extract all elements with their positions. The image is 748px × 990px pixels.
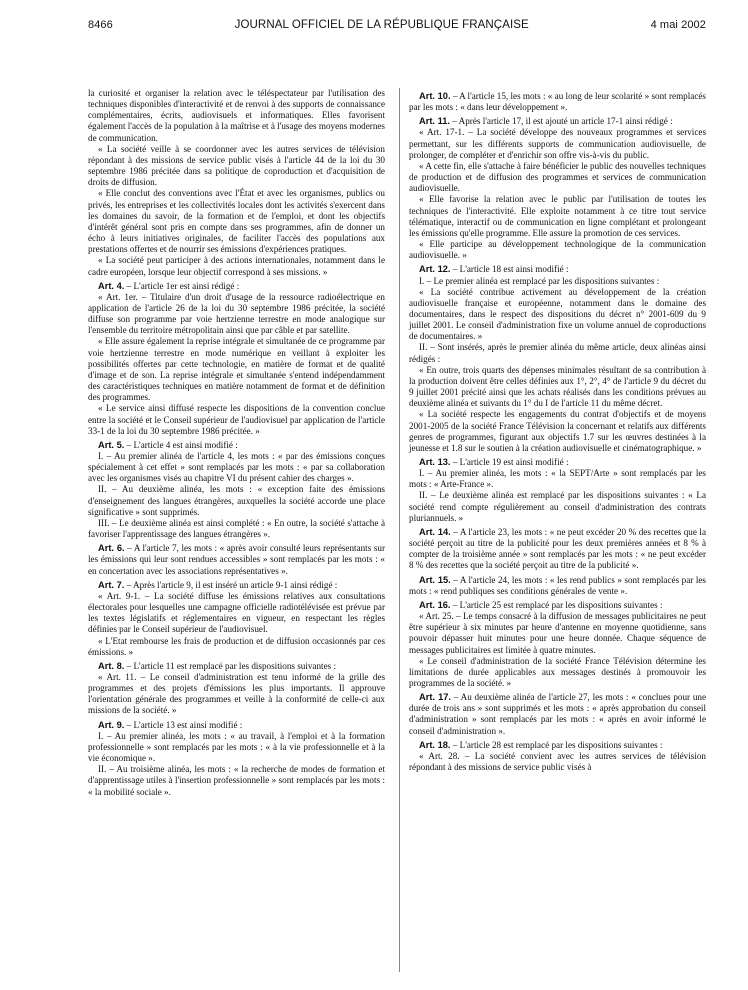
paragraph	[88, 88, 385, 144]
paragraph	[88, 731, 385, 764]
paragraph-text: – A l'article 23, les mots : « ne peut excéder 20 % des recettes que la société perçoit au titre de la publicité pour les deux premières années et 8 % à compter de la troisième année » sont remplacés par les mots : « ne peut excéder 8 % des recettes que la société perçoit au titre de la publicité ».	[409, 526, 706, 571]
paragraph-text: I. – Le premier alinéa est remplacé par les dispositions suivantes :	[419, 275, 660, 286]
article-label: Art. 9.	[98, 719, 125, 730]
article-paragraph	[88, 543, 385, 576]
paragraph	[409, 342, 706, 364]
paragraph-text: « Elle participe au développement technologique de la communication audiovisuelle. »	[409, 239, 706, 261]
paragraph-text: « La société respecte les engagements du contrat d'objectifs et de moyens 2001-2005 de la société France Télévision la concernant et relatifs aux différents genres de programmes, figurant aux objectifs 1.7 sur les œuvres destinées à la jeunesse et 1.8 sur le soutien à la création audiovisuelle et cinématographique. »	[409, 409, 706, 453]
article-paragraph	[409, 116, 706, 127]
right-column	[399, 88, 706, 972]
paragraph-text: III. – Le deuxième alinéa est ainsi complété : « En outre, la société s'attache à favoriser l'apprentissage des langues étrangères ».	[88, 517, 385, 540]
article-paragraph	[88, 440, 385, 451]
paragraph	[409, 276, 706, 287]
article-label: Art. 7.	[98, 579, 125, 590]
paragraph-text: « Art. 9-1. – La société diffuse les émissions relatives aux consultations électorales pour lesquelles une campagne officielle radiotélévisée est prévue par les textes législatifs et réglementaires en vigueur, en respectant les règles définies par le Conseil supérieur de l'audiovisuel.	[88, 590, 385, 635]
paragraph-text: – L'article 25 est remplacé par les dispositions suivantes :	[450, 599, 663, 610]
paragraph-text: « La société contribue activement au développement de la création audiovisuelle française et européenne, notamment dans le domaine des documentaires, dans le respect des dispositions du décret n° 2001-609 du 9 juillet 2001. Le conseil d'administration fixe un volume annuel de coproductions de documentaires. »	[409, 286, 706, 342]
paragraph	[409, 365, 706, 410]
article-label: Art. 18.	[419, 739, 451, 750]
paragraph	[409, 656, 706, 689]
paragraph-text: II. – Au troisième alinéa, les mots : « la recherche de modes de formation et d'apprentissage utiles à l'insertion professionnelle » sont remplacés par les mots : « la mobilité sociale ».	[88, 764, 385, 797]
article-label: Art. 17.	[419, 692, 452, 703]
article-paragraph	[409, 692, 706, 737]
article-label: Art. 8.	[98, 660, 125, 671]
paragraph	[88, 672, 385, 717]
page-number: 8466	[88, 19, 113, 31]
article-paragraph	[409, 740, 706, 751]
paragraph	[88, 255, 385, 277]
paragraph-text: – A l'article 7, les mots : « après avoir consulté leurs représentants sur les émissions qui leur sont rendues accessibles » sont remplacés par les mots : « en concertation avec les associations représentatives ».	[88, 543, 385, 576]
paragraph-text: II. – Au deuxième alinéa, les mots : « exception faite des émissions d'enseignement des langues étrangères, auxquelles la société accorde une place significative » sont supprimés.	[88, 484, 385, 517]
article-label: Art. 11.	[419, 116, 451, 127]
article-label: Art. 13.	[419, 457, 451, 467]
paragraph-text: « Art. 17-1. – La société développe des nouveaux programmes et services permettant, sur les différents supports de communication audiovisuelle, de prolonger, de compléter et d'enrichir son offre vis-à-vis du public.	[409, 127, 706, 160]
paragraph-text: « Art. 11. – Le conseil d'administration est tenu informé de la grille des programmes et des projets d'émissions les plus importants. Il approuve l'orientation générale des programmes et veille à la conformité de celle-ci aux missions de la société. »	[88, 671, 385, 716]
paragraph	[409, 161, 706, 194]
paragraph-text: – A l'article 24, les mots : « les rend publics » sont remplacés par les mots : « rend publiques ses conditions générales de vente ».	[409, 574, 706, 596]
paragraph-text: I. – Au premier alinéa, les mots : « au travail, à l'emploi et à la formation professionnelle » sont remplacés par les mots : « à la vie professionnelle et à la vie économique ».	[88, 730, 385, 764]
paragraph-text: « Art. 1er. – Titulaire d'un droit d'usage de la ressource radioélectrique en application de l'article 26 de la loi du 30 septembre 1986 précitée, la société diffuse son programme par voie hertzienne terrestre en mode analogique sur l'ensemble du territoire métropolitain ainsi que par câble et par satellite.	[88, 291, 385, 336]
issue-date: 4 mai 2002	[650, 19, 706, 31]
left-column	[88, 88, 385, 972]
paragraph	[409, 409, 706, 454]
paragraph	[88, 591, 385, 636]
article-paragraph	[88, 580, 385, 591]
paragraph-text: « Le conseil d'administration de la société France Télévision détermine les limitations de durée applicables aux messages destinés à promouvoir les programmes de la société. »	[409, 655, 706, 688]
paragraph	[409, 611, 706, 656]
paragraph-text: I. – Au premier alinéa de l'article 4, les mots : « par des émissions conçues spécialement à cet effet » sont remplacés par les mots : « par sa collaboration avec les organismes visés au chapitre VI du présent cahier des charges ».	[88, 451, 385, 484]
paragraph-text: – L'article 4 est ainsi modifié :	[124, 439, 238, 450]
paragraph-text: la curiosité et organiser la relation avec le téléspectateur par l'utilisation des techniques disponibles d'interactivité et de renvoi à des supports de connaissance complémentaires, écrits, audiovisuels et informatiques. Elles favorisent également l'accès de la population à la maîtrise et à l'usage des moyens modernes de communication.	[88, 88, 385, 143]
article-paragraph	[88, 281, 385, 292]
paragraph-text: « En outre, trois quarts des dépenses minimales résultant de sa contribution à la production doivent être celles définies aux 1°, 2°, 4° de l'article 9 du décret du 9 juillet 2001 précité ainsi que les achats réalisés dans les conditions prévues au deuxième alinéa et suivants du 1° du I de l'article 11 du même décret.	[409, 364, 706, 409]
journal-title: JOURNAL OFFICIEL DE LA RÉPUBLIQUE FRANÇAISE	[234, 19, 529, 31]
paragraph-text: II. – Sont insérés, après le premier alinéa du même article, deux alinéas ainsi rédigés :	[409, 342, 706, 364]
article-paragraph	[409, 264, 706, 275]
paragraph-text: – Après l'article 9, il est inséré un article 9-1 ainsi rédigé :	[124, 579, 338, 590]
paragraph-text: « Art. 28. – La société convient avec les autres services de télévision répondant à des missions de service public visés à	[409, 750, 706, 773]
paragraph	[409, 490, 706, 523]
paragraph	[88, 518, 385, 540]
paragraph-text: – Après l'article 17, il est ajouté un article 17-1 ainsi rédigé :	[450, 116, 673, 127]
paragraph	[409, 287, 706, 343]
paragraph	[409, 468, 706, 490]
paragraph-text: « Le service ainsi diffusé respecte les dispositions de la convention conclue entre la société et le Conseil supérieur de l'audiovisuel par application de l'article 33-1 de la loi du 30 septembre 1986 précitée. »	[88, 403, 385, 436]
paragraph-text: I. – Au premier alinéa, les mots : « la SEPT/Arte » sont remplacés par les mots : « Arte-France ».	[409, 468, 706, 490]
article-label: Art. 5.	[98, 439, 125, 450]
article-label: Art. 15.	[419, 574, 451, 585]
article-label: Art. 12.	[419, 264, 451, 275]
article-paragraph	[409, 527, 706, 572]
paragraph-text: – A l'article 15, les mots : « au long de leur scolarité » sont remplacés par les mots : « dans leur développement ».	[409, 91, 706, 113]
paragraph	[88, 188, 385, 255]
paragraph	[88, 144, 385, 189]
article-label: Art. 6.	[98, 543, 125, 554]
article-label: Art. 16.	[419, 599, 451, 610]
paragraph	[88, 451, 385, 484]
paragraph-text: – L'article 13 est ainsi modifié :	[124, 719, 243, 730]
paragraph	[88, 636, 385, 658]
paragraph-text: – L'article 19 est ainsi modifié :	[450, 457, 569, 467]
paragraph-text: – L'article 1er est ainsi rédigé :	[124, 280, 240, 291]
paragraph-text: II. – Le deuxième alinéa est remplacé par les dispositions suivantes : « La société rend compte régulièrement au conseil d'administration des contrats pluriannuels. »	[409, 490, 706, 523]
paragraph	[88, 336, 385, 403]
paragraph	[88, 292, 385, 337]
paragraph-text: « Elle favorise la relation avec le public par l'utilisation de toutes les techniques de l'interactivité. Elle exploite notamment à ce titre tout service télématique, interactif ou de communication en ligne complétant et prolongeant les émissions qu'elle programme. Elle assure la promotion de ces services.	[409, 194, 706, 238]
paragraph	[409, 127, 706, 160]
paragraph	[409, 239, 706, 261]
paragraph	[409, 194, 706, 239]
paragraph-text: « Elle assure également la reprise intégrale et simultanée de ce programme par voie hertzienne terrestre en mode numérique en veillant à exploiter les possibilités offertes par cette technologie, en matière de format et de qualité d'image et de son. La reprise intégrale et simultanée s'entend indépendamment des caractéristiques techniques en matière notamment de format et de définition des programmes.	[88, 336, 385, 403]
article-paragraph	[409, 457, 706, 468]
article-paragraph	[409, 91, 706, 113]
article-paragraph	[88, 661, 385, 672]
paragraph	[409, 751, 706, 773]
paragraph-text: – L'article 18 est ainsi modifié :	[450, 264, 569, 275]
article-label: Art. 14.	[419, 526, 451, 537]
paragraph-text: – L'article 11 est remplacé par les dispositions suivantes :	[124, 660, 336, 671]
paragraph-text: « Art. 25. – Le temps consacré à la diffusion de messages publicitaires ne peut être supérieur à six minutes par heure d'antenne en moyenne quotidienne, sans pouvoir dépasser huit minutes pour une heure donnée. Chaque séquence de messages publicitaires est limitée à quatre minutes.	[409, 611, 706, 655]
article-paragraph	[409, 575, 706, 597]
page-header	[88, 14, 706, 36]
article-paragraph	[88, 720, 385, 731]
article-label: Art. 4.	[98, 280, 125, 291]
paragraph	[88, 484, 385, 517]
paragraph	[88, 764, 385, 797]
article-label: Art. 10.	[419, 91, 451, 101]
paragraph-text: – Au deuxième alinéa de l'article 27, les mots : « conclues pour une durée de trois ans » sont supprimés et les mots : « après approbation du conseil d'administration » sont remplacés par les mots : « après en avoir informé le conseil d'administration ».	[409, 692, 706, 736]
text-columns	[88, 88, 706, 972]
paragraph-text: « Elle conclut des conventions avec l'État et avec les organismes, publics ou privés, les entreprises et les collectivités locales dont les activités s'exercent dans les domaines du savoir, de la formation et de l'emploi, et dont les objectifs d'intérêt général sont pris en compte dans ses programmes, afin de donner un écho à leurs initiatives originales, de faciliter l'accès des populations aux prestations offertes et de nourrir ses émissions d'expériences pratiques.	[88, 188, 385, 255]
paragraph-text: « La société veille à se coordonner avec les autres services de télévision répondant à des missions de service public visés à l'article 44 de la loi du 30 septembre 1986 précitée dans sa politique de coproduction et d'acquisition de droits de diffusion.	[88, 143, 385, 188]
paragraph-text: – L'article 28 est remplacé par les dispositions suivantes :	[450, 739, 663, 750]
paragraph-text: « A cette fin, elle s'attache à faire bénéficier le public des nouvelles techniques de production et de diffusion des programmes et services de communication audiovisuelle.	[409, 160, 706, 194]
paragraph	[88, 403, 385, 436]
paragraph-text: « L'Etat rembourse les frais de production et de diffusion occasionnés par ces émissions. »	[88, 635, 385, 657]
paragraph-text: « La société peut participer à des actions internationales, notamment dans le cadre européen, lorsque leur objectif correspond à ses missions. »	[88, 255, 385, 277]
article-paragraph	[409, 600, 706, 611]
